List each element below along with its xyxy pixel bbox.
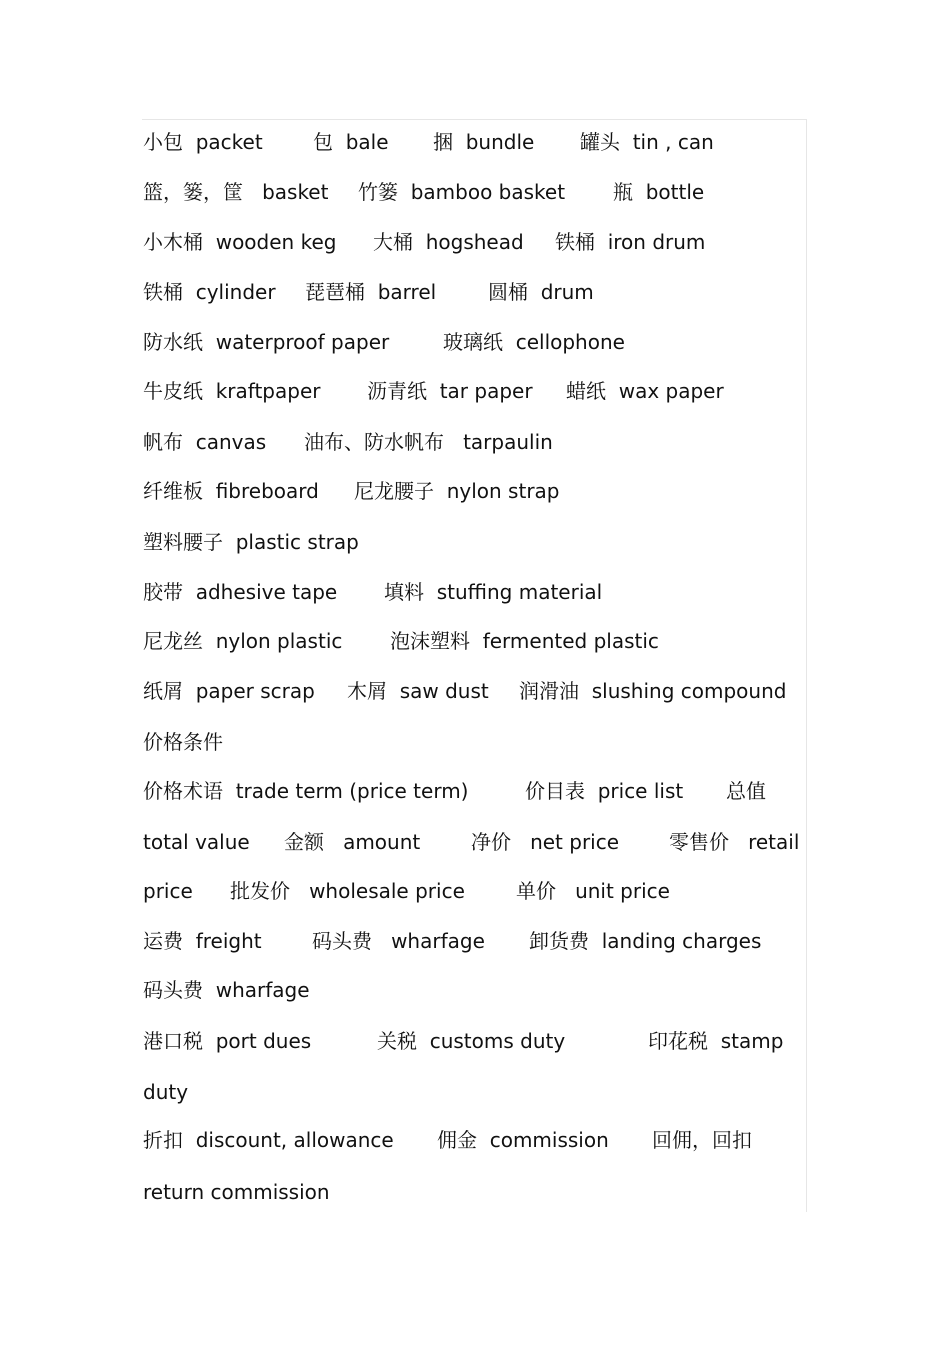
glossary-term: 铁桶 cylinder [143, 280, 276, 304]
glossary-term: 竹篓 bamboo basket [358, 180, 566, 204]
glossary-term: 塑料腰子 plastic strap [143, 530, 359, 554]
glossary-term: 蜡纸 wax paper [566, 379, 724, 403]
glossary-term: 沥青纸 tar paper [367, 379, 533, 403]
glossary-term: 瓶 bottle [613, 180, 705, 204]
glossary-term: price [143, 879, 193, 903]
glossary-term: 金额 amount [284, 830, 421, 854]
glossary-term: 填料 stuffing material [384, 580, 603, 604]
glossary-term: 卸货费 landing charges [529, 929, 762, 953]
glossary-term: 价格条件 [143, 730, 223, 754]
glossary-term: 码头费 wharfage [312, 929, 485, 953]
glossary-term: 纸屑 paper scrap [143, 679, 315, 703]
glossary-term: 关税 customs duty [377, 1029, 566, 1053]
glossary-term: total value [143, 830, 250, 854]
glossary-term: 罐头 tin , can [580, 130, 714, 154]
glossary-term: 印花税 stamp [648, 1029, 784, 1053]
glossary-term: 玻璃纸 cellophone [443, 330, 625, 354]
glossary-term: 单价 unit price [516, 879, 670, 903]
glossary-term: 篮，篓，筐 basket [143, 180, 329, 204]
glossary-term: 价目表 price list [525, 779, 684, 803]
glossary-term: 港口税 port dues [143, 1029, 312, 1053]
glossary-term: 铁桶 iron drum [555, 230, 706, 254]
glossary-term: 零售价 retail [669, 830, 800, 854]
glossary-term: duty [143, 1080, 189, 1104]
glossary-term: 帆布 canvas [143, 430, 267, 454]
glossary-term: 木屑 saw dust [347, 679, 489, 703]
glossary-term: 价格术语 trade term (price term) [143, 779, 469, 803]
glossary-term: 包 bale [313, 130, 389, 154]
glossary-term: 胶带 adhesive tape [143, 580, 338, 604]
glossary-term: 运费 freight [143, 929, 262, 953]
glossary-term: 牛皮纸 kraftpaper [143, 379, 321, 403]
glossary-term: 大桶 hogshead [373, 230, 524, 254]
glossary-term: 净价 net price [471, 830, 620, 854]
glossary-term: 尼龙腰子 nylon strap [354, 479, 560, 503]
glossary-term: 总值 [726, 779, 766, 803]
glossary-term: 捆 bundle [433, 130, 535, 154]
glossary-term: 尼龙丝 nylon plastic [143, 629, 343, 653]
glossary-term: 泡沫塑料 fermented plastic [390, 629, 659, 653]
glossary-term: 小木桶 wooden keg [143, 230, 337, 254]
glossary-term: 佣金 commission [437, 1128, 609, 1152]
glossary-term: 防水纸 waterproof paper [143, 330, 390, 354]
glossary-term: return commission [143, 1180, 330, 1204]
glossary-term: 批发价 wholesale price [230, 879, 465, 903]
glossary-term: 琵琶桶 barrel [305, 280, 437, 304]
glossary-term: 折扣 discount, allowance [143, 1128, 394, 1152]
glossary-term: 小包 packet [143, 130, 263, 154]
glossary-term: 纤维板 fibreboard [143, 479, 319, 503]
glossary-term: 圆桶 drum [488, 280, 594, 304]
glossary-term: 润滑油 slushing compound [519, 679, 787, 703]
glossary-term: 码头费 wharfage [143, 978, 310, 1002]
glossary-term: 油布、防水帆布 tarpaulin [304, 430, 553, 454]
glossary-term: 回佣，回扣 [652, 1128, 752, 1152]
